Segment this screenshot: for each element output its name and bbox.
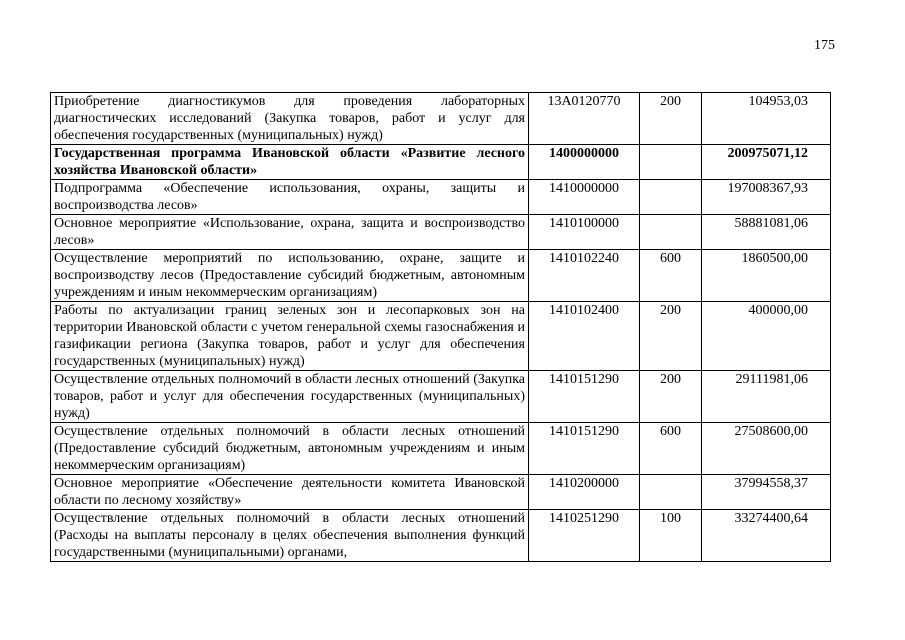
row-name: Осуществление отдельных полномочий в области лесных отношений (Закупка товаров, работ и услуг для обеспечения государственных (муниципальных) нужд) [51, 371, 529, 423]
table-row [51, 93, 831, 145]
row-type: 600 [640, 423, 702, 475]
row-name: Подпрограмма «Обеспечение использования, охраны, защиты и воспроизводства лесов» [51, 180, 529, 215]
row-code: 1410151290 [529, 423, 640, 475]
row-name: Работы по актуализации границ зеленых зон и лесопарковых зон на территории Ивановской области с учетом генеральной схемы газоснабжения и газификации региона (Закупка товаров, работ и услуг для обеспечения государственных (муниципальных) нужд) [51, 302, 529, 371]
row-type [640, 475, 702, 510]
table-row [51, 510, 831, 562]
row-type: 600 [640, 250, 702, 302]
row-type: 200 [640, 93, 702, 145]
row-sum: 400000,00 [702, 302, 831, 371]
budget-table [50, 92, 831, 562]
row-code: 13А0120770 [529, 93, 640, 145]
table-row [51, 145, 831, 180]
row-type [640, 180, 702, 215]
row-name: Осуществление отдельных полномочий в области лесных отношений (Расходы на выплаты персоналу в целях обеспечения выполнения функций государственными (муниципальными) органами, [51, 510, 529, 562]
row-type: 100 [640, 510, 702, 562]
table-row [51, 302, 831, 371]
row-sum: 104953,03 [702, 93, 831, 145]
row-name: Основное мероприятие «Использование, охрана, защита и воспроизводство лесов» [51, 215, 529, 250]
row-sum: 29111981,06 [702, 371, 831, 423]
row-type [640, 145, 702, 180]
row-sum: 58881081,06 [702, 215, 831, 250]
row-sum: 37994558,37 [702, 475, 831, 510]
row-code: 1410100000 [529, 215, 640, 250]
row-sum: 27508600,00 [702, 423, 831, 475]
row-code: 1410151290 [529, 371, 640, 423]
page-number: 175 [814, 38, 835, 53]
row-code: 1410251290 [529, 510, 640, 562]
row-name: Приобретение диагностикумов для проведения лабораторных диагностических исследований (Закупка товаров, работ и услуг для обеспечения государственных (муниципальных) нужд) [51, 93, 529, 145]
row-code: 1410000000 [529, 180, 640, 215]
row-code: 1400000000 [529, 145, 640, 180]
row-type [640, 215, 702, 250]
table-row [51, 475, 831, 510]
row-name: Осуществление мероприятий по использованию, охране, защите и воспроизводству лесов (Предоставление субсидий бюджетным, автономным учреждениям и иным некоммерческим организациям) [51, 250, 529, 302]
row-code: 1410102240 [529, 250, 640, 302]
row-type: 200 [640, 371, 702, 423]
row-code: 1410102400 [529, 302, 640, 371]
table-row [51, 215, 831, 250]
table-row [51, 423, 831, 475]
row-code: 1410200000 [529, 475, 640, 510]
table-row [51, 371, 831, 423]
row-name: Осуществление отдельных полномочий в области лесных отношений (Предоставление субсидий бюджетным, автономным учреждениям и иным некоммерческим организациям) [51, 423, 529, 475]
row-name: Государственная программа Ивановской области «Развитие лесного хозяйства Ивановской области» [51, 145, 529, 180]
row-sum: 197008367,93 [702, 180, 831, 215]
row-type: 200 [640, 302, 702, 371]
table-row [51, 180, 831, 215]
row-name: Основное мероприятие «Обеспечение деятельности комитета Ивановской области по лесному хозяйству» [51, 475, 529, 510]
row-sum: 1860500,00 [702, 250, 831, 302]
row-sum: 200975071,12 [702, 145, 831, 180]
table-row [51, 250, 831, 302]
row-sum: 33274400,64 [702, 510, 831, 562]
